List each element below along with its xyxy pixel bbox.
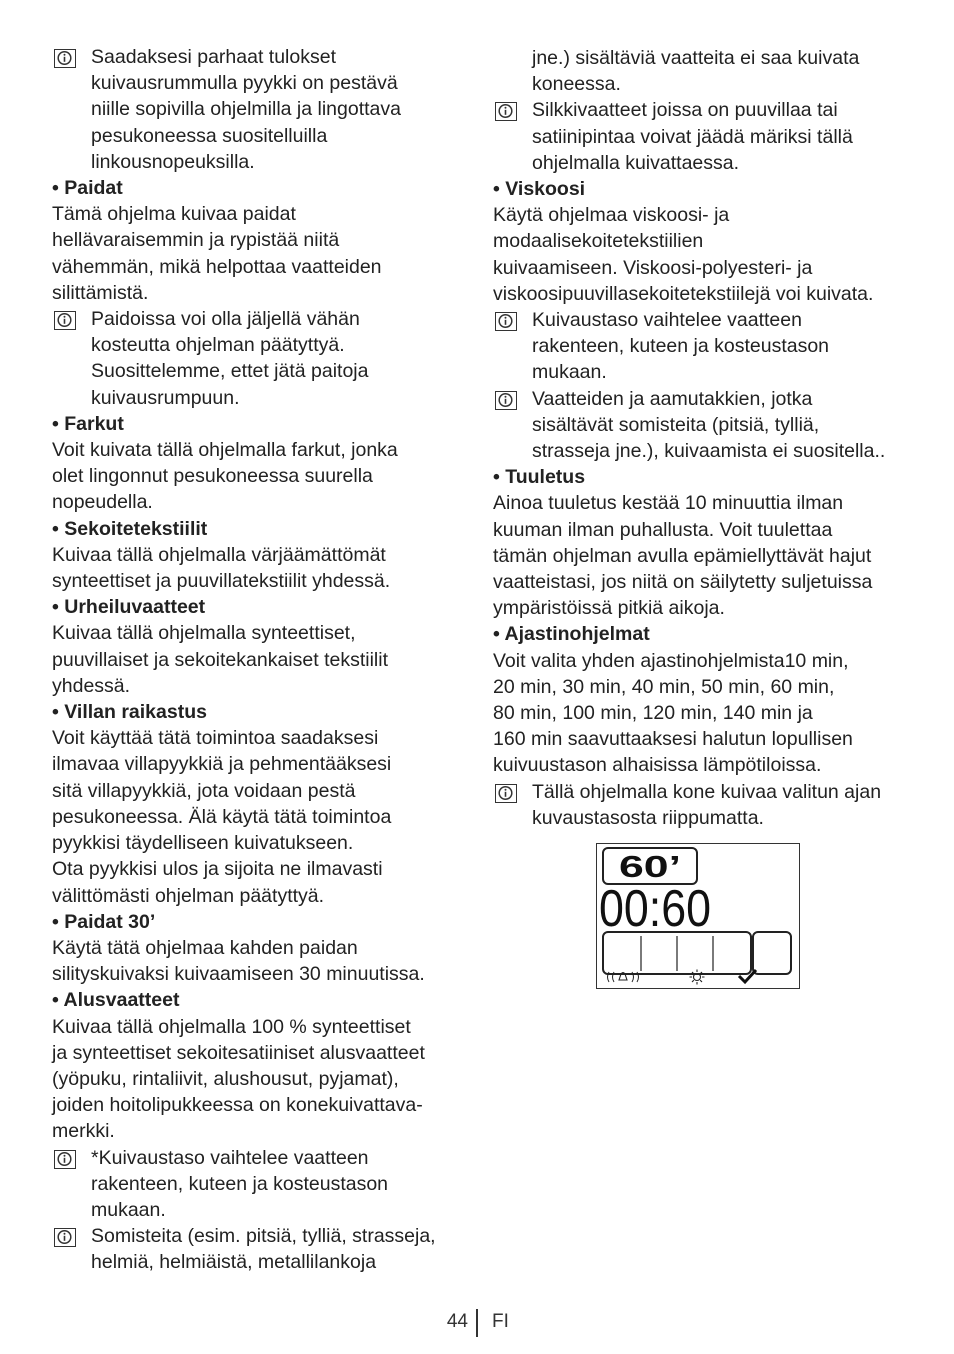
info-icon [54,1228,76,1247]
paragraph-line: kuivuustason alhaisissa lämpötiloissa. [493,754,822,777]
note-line: rakenteen, kuteen ja kosteustason [91,1172,389,1195]
note-line: kuvaustasosta riippumatta. [532,806,764,829]
note-line: mukaan. [532,361,607,384]
segment-dividers [641,936,713,971]
paragraph-line: ilmavaa villapyykkiä ja pehmentääksesi [52,753,392,776]
paragraph-line: nopeudella. [52,491,153,514]
paragraph-line: puuvillaiset ja sekoitekankaiset tekstiilit [52,648,388,671]
timer-readout: 00:60 [599,880,711,938]
note-line: strasseja jne.), kuivaamista ei suositella.. [532,440,886,463]
section-heading: • Tuuletus [493,466,586,489]
language-code: FI [492,1311,509,1332]
paragraph-line: Voit kuivata tällä ohjelmalla farkut, jonka [52,439,398,462]
note-line: koneessa. [532,73,621,96]
paragraph-line: joiden hoitolipukkeessa on konekuivattava- [52,1094,423,1117]
paragraph-line: Kuivaa tällä ohjelmalla värjäämättömät [52,543,386,566]
info-note [493,779,913,831]
note-line: rakenteen, kuteen ja kosteustason [532,335,830,358]
paragraph-line: kuivaamiseen. Viskoosi-polyesteri- ja [493,256,813,279]
paragraph-line: välittömästi ohjelman päätyttyä. [52,884,325,907]
section-heading: • Villan raikastus [52,701,207,724]
paragraph-line: Tämä ohjelma kuivaa paidat [52,203,296,226]
page-number: 44 [446,1311,468,1332]
paragraph-line: 80 min, 100 min, 120 min, 140 min ja [493,702,813,725]
info-icon [495,784,517,803]
paragraph-line: Ainoa tuuletus kestää 10 minuuttia ilman [493,492,844,515]
note-line: Paidoissa voi olla jäljellä vähän [91,308,360,331]
info-note [52,1223,462,1275]
info-note [493,307,913,386]
program-time: 60’ [619,849,681,884]
paragraph-line: Käytä tätä ohjelmaa kahden paidan [52,936,358,959]
section-heading: • Farkut [52,412,124,435]
paragraph-line: (yöpuku, rintaliivit, alushousut, pyjamat), [52,1067,399,1090]
paragraph-line: Ota pyykkisi ulos ja sijoita ne ilmavasti [52,858,383,881]
paragraph-line: merkki. [52,1120,115,1143]
paragraph-line: Kuivaa tällä ohjelmalla 100 % synteettiset [52,1015,411,1038]
section-heading: • Paidat 30’ [52,910,156,933]
paragraph-line: silittämistä. [52,281,149,304]
continued-note [493,45,913,97]
paragraph-line: tämän ohjelman avulla epämiellyttävät hajut [493,544,872,567]
paragraph-line: ympäristöissä pitkiä aikoja. [493,597,725,620]
section-heading: • Ajastinohjelmat [493,623,650,646]
paragraph-line: 160 min saavuttaaksesi halutun lopullisen [493,728,853,751]
note-line: helmiä, helmiäistä, metallilankoja [91,1251,377,1274]
note-line: Somisteita (esim. pitsiä, tylliä, strasseja, [91,1225,436,1248]
paragraph-line: hellävaraisemmin ja rypistää niitä [52,229,340,252]
lcd-display [596,843,800,989]
paragraph-line: sitä villapyykkiä, jota voidaan pestä [52,779,356,802]
info-icon [54,1150,76,1169]
info-icon [54,49,76,68]
section-heading: • Paidat [52,177,123,200]
section-heading: • Sekoitetekstiilit [52,517,208,540]
info-icon [495,312,517,331]
note-line: ohjelmalla kuivattaessa. [532,151,740,174]
paragraph-line: viskoosipuuvillasekoitetekstiilejä voi kuivata. [493,282,874,305]
note-line: jne.) sisältäviä vaatteita ei saa kuivata [532,47,860,69]
note-line: kuivausrumpuun. [91,386,240,409]
paragraph-line: ja synteettiset sekoitesatiiniset alusvaatteet [52,1041,425,1064]
side-segment-frame [753,932,791,974]
lcd-graphic [597,844,798,987]
paragraph-line: yhdessä. [52,674,131,697]
paragraph-line: olet lingonnut pesukoneessa suurella [52,465,373,488]
note-line: niille sopivilla ohjelmilla ja lingottava [91,98,401,121]
paragraph-line: Käytä ohjelmaa viskoosi- ja [493,204,730,227]
sun-icon [690,970,705,985]
section-heading: • Alusvaatteet [52,989,180,1012]
info-note [493,386,913,465]
note-line: kosteutta ohjelman päätyttyä. [91,334,345,357]
note-line: satiinipintaa voivat jäädä märiksi tällä [532,125,853,148]
note-line: sisältävät somisteita (pitsiä, tylliä, [532,413,820,436]
note-line: mukaan. [91,1198,166,1221]
info-note [52,44,462,175]
note-line: Kuivaustaso vaihtelee vaatteen [532,309,802,332]
page-footer [0,1309,954,1337]
info-icon [495,102,517,121]
paragraph-line: vaatteistasi, jos niitä on säilytetty suljetuissa [493,571,873,594]
paragraph-line: Voit valita yhden ajastinohjelmista10 min, [493,649,849,672]
paragraph-line: Kuivaa tällä ohjelmalla synteettiset, [52,622,356,645]
note-line: *Kuivaustaso vaihtelee vaatteen [91,1146,369,1169]
note-line: linkousnopeuksilla. [91,150,255,173]
left-column [52,44,462,1276]
note-line: Silkkivaatteet joissa on puuvillaa tai [532,99,838,122]
right-column [493,45,913,831]
info-note [52,1145,462,1224]
info-note [52,306,462,411]
paragraph-line: Voit käyttää tätä toimintoa saadaksesi [52,727,379,750]
note-line: kuivausrummulla pyykki on pestävä [91,72,398,95]
info-icon [495,391,517,410]
note-line: pesukoneessa suositelluilla [91,124,328,147]
info-icon [54,311,76,330]
section-heading: • Viskoosi [493,178,586,201]
paragraph-line: kuuman ilman puhallusta. Voit tuulettaa [493,518,833,541]
info-note [493,97,913,176]
paragraph-line: pesukoneessa. Älä käytä tätä toimintoa [52,805,392,828]
note-line: Saadaksesi parhaat tulokset [91,46,336,68]
paragraph-line: 20 min, 30 min, 40 min, 50 min, 60 min, [493,675,835,698]
footer-divider [476,1309,478,1337]
paragraph-line: synteettiset ja puuvillatekstiilit yhdessä. [52,570,391,593]
check-icon [739,970,756,982]
paragraph-line: vähemmän, mikä helpottaa vaatteiden [52,255,382,278]
note-line: Tällä ohjelmalla kone kuivaa valitun ajan [532,780,882,803]
paragraph-line: modaalisekoitetekstiilien [493,230,704,253]
paragraph-line: silityskuivaksi kuivaamiseen 30 minuutissa. [52,963,425,986]
section-heading: • Urheiluvaatteet [52,596,206,619]
paragraph-line: pyykkisi täydelliseen kuivatukseen. [52,832,354,855]
note-line: Suosittelemme, ettet jätä paitoja [91,360,369,383]
note-line: Vaatteiden ja aamutakkien, jotka [532,387,813,410]
